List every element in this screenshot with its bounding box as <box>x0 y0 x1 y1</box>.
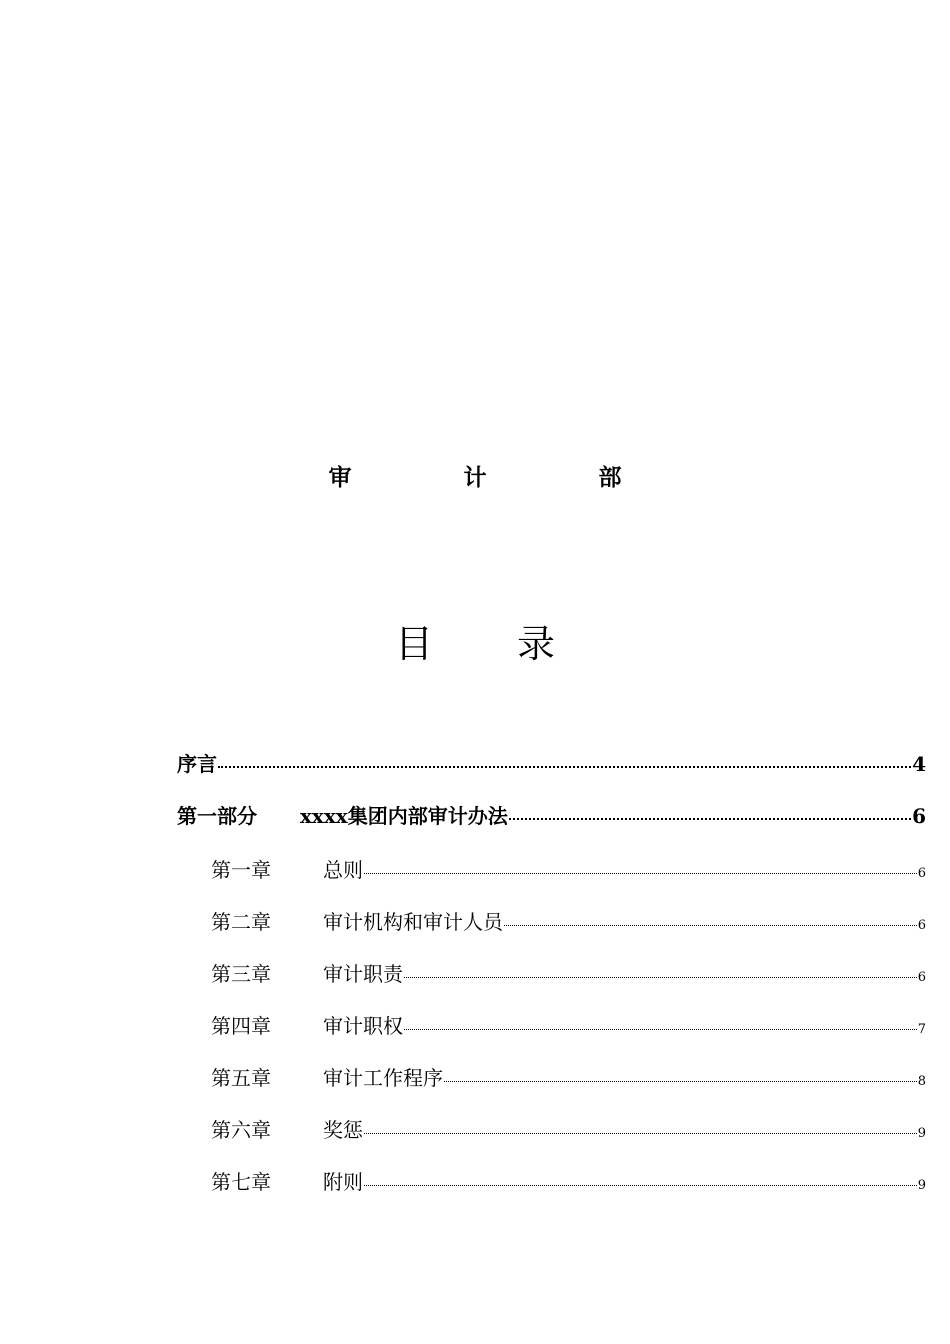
toc-entry-title: xxxx集团内部审计办法 <box>300 804 508 828</box>
toc-chapter-title: 审计职责 <box>323 962 403 986</box>
toc-chapter-number: 第三章 <box>211 962 271 986</box>
toc-chapter-page: 9 <box>917 1126 926 1141</box>
toc-chapter-title: 奖惩 <box>323 1118 363 1142</box>
toc-leader-dots <box>509 818 911 820</box>
toc-chapter-page: 7 <box>917 1022 926 1037</box>
toc-chapter-number: 第一章 <box>211 858 271 882</box>
toc-chapter-page: 8 <box>917 1074 926 1089</box>
toc-chapter-7[interactable] <box>211 1168 926 1196</box>
toc-leader-dots <box>218 766 911 768</box>
toc-chapter-number: 第六章 <box>211 1118 271 1142</box>
toc-chapter-title: 总则 <box>323 858 363 882</box>
toc-leader-dots <box>504 925 917 926</box>
toc-entry-title: 序言 <box>177 752 217 776</box>
toc-leader-dots <box>364 1133 917 1134</box>
toc-chapter-title: 附则 <box>323 1170 363 1194</box>
toc-chapter-page: 6 <box>917 970 926 985</box>
toc-chapter-1[interactable] <box>211 856 926 884</box>
toc-entry-part-one[interactable] <box>177 802 926 830</box>
toc-leader-dots <box>404 1029 917 1030</box>
toc-entry-page: 4 <box>912 752 926 776</box>
toc-chapter-6[interactable] <box>211 1116 926 1144</box>
toc-chapter-number: 第四章 <box>211 1014 271 1038</box>
department-heading: 审 计 部 <box>328 464 674 491</box>
toc-chapter-title: 审计职权 <box>323 1014 403 1038</box>
toc-chapter-number: 第二章 <box>211 910 271 934</box>
toc-leader-dots <box>444 1081 917 1082</box>
toc-entry-preface[interactable] <box>177 750 926 778</box>
toc-chapter-title: 审计机构和审计人员 <box>323 910 503 934</box>
toc-chapter-title: 审计工作程序 <box>323 1066 443 1090</box>
toc-leader-dots <box>364 873 917 874</box>
toc-chapter-5[interactable] <box>211 1064 926 1092</box>
toc-entry-page: 6 <box>912 804 926 828</box>
toc-leader-dots <box>404 977 917 978</box>
toc-leader-dots <box>364 1185 917 1186</box>
toc-chapter-4[interactable] <box>211 1012 926 1040</box>
toc-chapter-page: 6 <box>917 866 926 881</box>
toc-chapter-number: 第五章 <box>211 1066 271 1090</box>
toc-chapter-number: 第七章 <box>211 1170 271 1194</box>
toc-chapter-2[interactable] <box>211 908 926 936</box>
toc-chapter-page: 9 <box>917 1178 926 1193</box>
toc-title: 目 录 <box>394 622 592 666</box>
toc-entry-part: 第一部分 <box>177 804 257 828</box>
toc-chapter-page: 6 <box>917 918 926 933</box>
toc-chapter-3[interactable] <box>211 960 926 988</box>
